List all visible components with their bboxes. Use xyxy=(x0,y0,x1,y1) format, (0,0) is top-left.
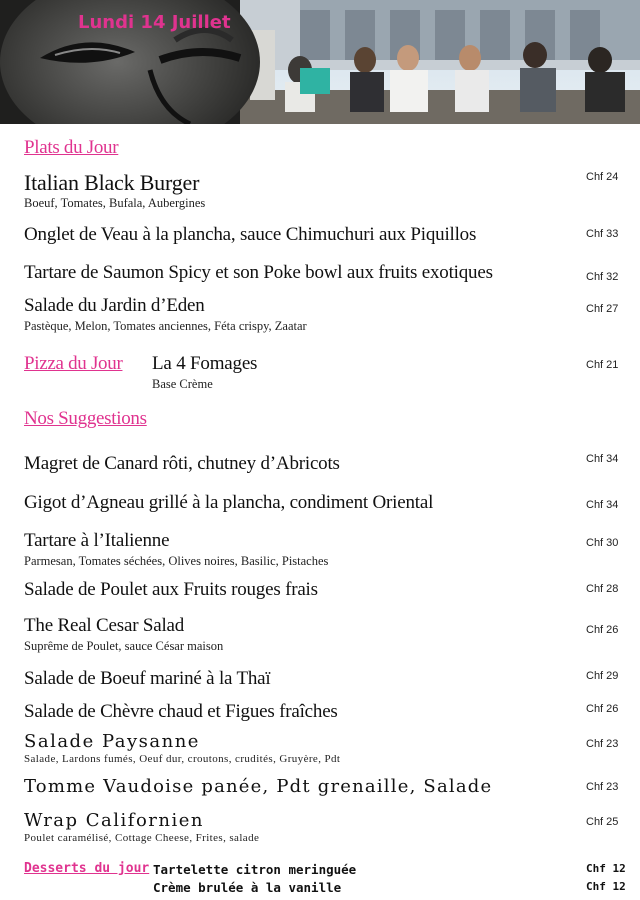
dish-name: Tartare de Saumon Spicy et son Poke bowl aux fruits exotiques xyxy=(24,262,493,283)
section-title-pizza: Pizza du Jour xyxy=(24,353,123,374)
dessert-price: Chf 12 xyxy=(586,862,626,875)
dish-name: Wrap Californien xyxy=(24,810,204,831)
dish-name: Salade de Poulet aux Fruits rouges frais xyxy=(24,579,318,600)
dish-price: Chf 29 xyxy=(586,670,619,682)
section-title-desserts: Desserts du jour xyxy=(24,861,150,876)
section-title-suggestions: Nos Suggestions xyxy=(24,408,147,429)
dish-price: Chf 26 xyxy=(586,703,619,715)
dish-price: Chf 34 xyxy=(586,499,619,511)
dish-name: Salade de Boeuf mariné à la Thaï xyxy=(24,668,271,689)
dish-name: Gigot d’Agneau grillé à la plancha, condiment Oriental xyxy=(24,492,434,513)
dish-name: Salade du Jardin d’Eden xyxy=(24,295,205,316)
dish-price: Chf 23 xyxy=(586,781,619,793)
dish-price: Chf 23 xyxy=(586,738,619,750)
pizza-price: Chf 21 xyxy=(586,359,619,371)
dish-name: Salade de Chèvre chaud et Figues fraîches xyxy=(24,701,338,722)
dish-price: Chf 34 xyxy=(586,453,619,465)
dessert-price: Chf 12 xyxy=(586,880,626,893)
dish-price: Chf 30 xyxy=(586,537,619,549)
menu-date: Lundi 14 Juillet xyxy=(78,12,231,33)
dish-description: Salade, Lardons fumés, Oeuf dur, croutons, crudités, Gruyère, Pdt xyxy=(24,753,341,765)
dish-name: Italian Black Burger xyxy=(24,170,200,195)
dish-price: Chf 26 xyxy=(586,624,619,636)
section-title-plats: Plats du Jour xyxy=(24,137,119,158)
dish-name: Onglet de Veau à la plancha, sauce Chimuchuri aux Piquillos xyxy=(24,224,477,245)
pizza-name: La 4 Fomages xyxy=(152,353,258,374)
dish-description: Suprême de Poulet, sauce César maison xyxy=(24,639,224,653)
dish-description: Boeuf, Tomates, Bufala, Aubergines xyxy=(24,196,206,210)
dish-name: Magret de Canard rôti, chutney d’Abricots xyxy=(24,453,340,474)
pizza-description: Base Crème xyxy=(152,377,213,391)
dish-description: Poulet caramélisé, Cottage Cheese, Frites, salade xyxy=(24,832,260,844)
dish-name: The Real Cesar Salad xyxy=(24,615,185,636)
dish-name: Tartare à l’Italienne xyxy=(24,530,170,551)
dish-description: Parmesan, Tomates séchées, Olives noires, Basilic, Pistaches xyxy=(24,554,329,568)
dessert-name: Crème brulée à la vanille xyxy=(153,880,342,895)
dish-price: Chf 24 xyxy=(586,171,619,183)
dish-price: Chf 33 xyxy=(586,228,619,240)
dish-description: Pastèque, Melon, Tomates anciennes, Féta crispy, Zaatar xyxy=(24,319,307,333)
dish-name: Salade Paysanne xyxy=(24,731,200,752)
dish-name: Tomme Vaudoise panée, Pdt grenaille, Salade xyxy=(24,776,493,797)
dish-price: Chf 32 xyxy=(586,271,619,283)
dessert-name: Tartelette citron meringuée xyxy=(153,862,357,877)
header-photo xyxy=(0,0,640,124)
dish-price: Chf 25 xyxy=(586,816,619,828)
dish-price: Chf 28 xyxy=(586,583,619,595)
dish-price: Chf 27 xyxy=(586,303,619,315)
